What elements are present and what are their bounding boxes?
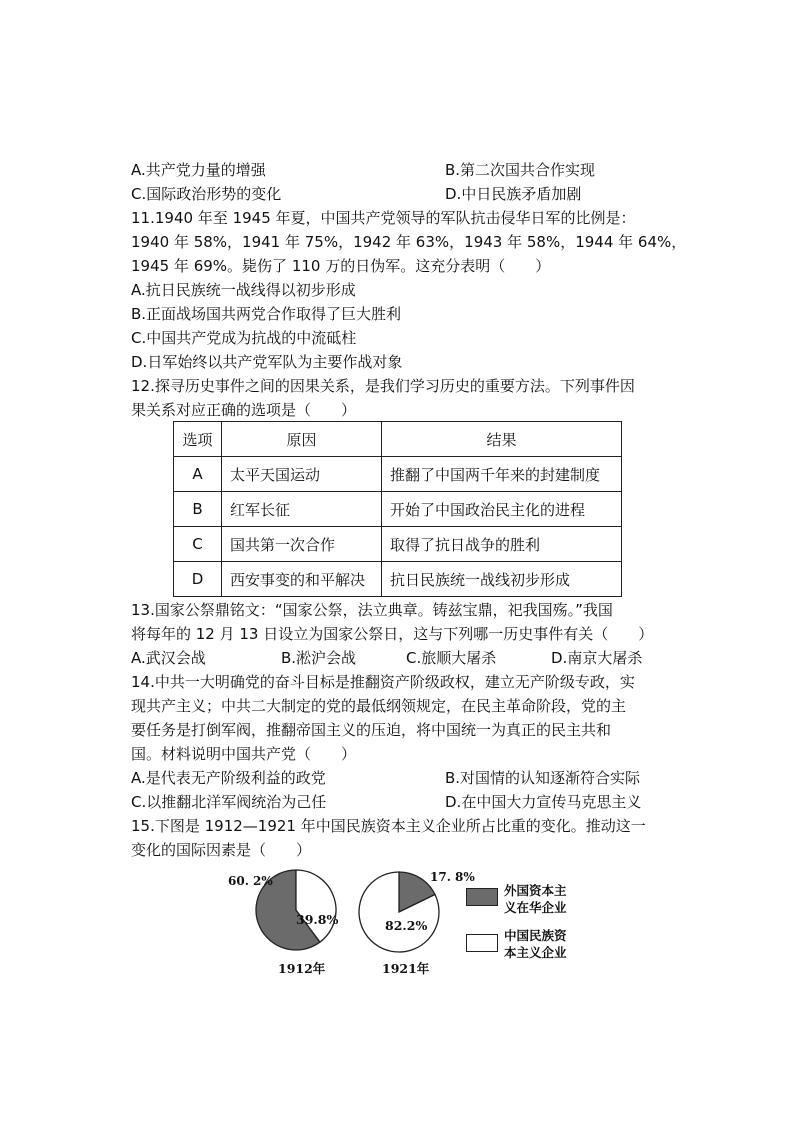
row-result: 推翻了中国两千年来的封建制度: [382, 457, 622, 492]
q15-stem-line: 变化的国际因素是（ ）: [131, 841, 312, 859]
table-row[interactable]: [174, 562, 622, 597]
q11-stem-line: 1940 年 58%，1941 年 75%，1942 年 63%，1943 年 58%，1944 年 64%，: [131, 233, 687, 251]
q13-options-row: [131, 646, 671, 670]
q14-stem-line: 要任务是打倒军阀，推翻帝国主义的压迫，将中国统一为真正的民主共和: [131, 721, 612, 739]
q13-option-c[interactable]: C.旅顺大屠杀: [406, 649, 497, 667]
q14-stem-line: 14.中共一大明确党的奋斗目标是推翻资产阶级政权，建立无产阶级专政，实: [131, 673, 635, 691]
row-option: D: [174, 562, 222, 597]
q14-stem-line: 国。材料说明中国共产党（ ）: [131, 745, 357, 763]
q12-stem-line: 果关系对应正确的选项是（ ）: [131, 401, 357, 419]
table-row[interactable]: [174, 527, 622, 562]
q13-option-b[interactable]: B.淞沪会战: [281, 649, 357, 667]
q14-option-c[interactable]: C.以推翻北洋军阀统治为己任: [131, 793, 327, 811]
pie-1921-foreign-label: 17. 8%: [430, 870, 475, 884]
row-result: 开始了中国政治民主化的进程: [382, 492, 622, 527]
q11-stem-line: 11.1940 年至 1945 年夏，中国共产党领导的军队抗击侵华日军的比例是：: [131, 209, 636, 227]
question-sheet-lower: [131, 598, 671, 862]
q13-stem-line: 将每年的 12 月 13 日设立为国家公祭日，这与下列哪一历史事件有关（ ）: [131, 625, 654, 643]
q10-options-row-2: [131, 182, 671, 206]
header-cause: 原因: [222, 422, 382, 457]
row-option: C: [174, 527, 222, 562]
q10-options-row-1: [131, 158, 671, 182]
legend-swatch-foreign: [466, 888, 498, 906]
row-option: B: [174, 492, 222, 527]
question-sheet: [131, 158, 687, 422]
q14-options-row-1: [131, 766, 671, 790]
q11-option-a[interactable]: A.抗日民族统一战线得以初步形成: [131, 281, 356, 299]
pie-1921-year-label: 1921年: [382, 961, 430, 976]
header-result: 结果: [382, 422, 622, 457]
q11-option-d[interactable]: D.日军始终以共产党军队为主要作战对象: [131, 353, 403, 371]
pie-1912-domestic-label: 39.8%: [296, 912, 339, 927]
header-option: 选项: [174, 422, 222, 457]
q14-options-row-2: [131, 790, 671, 814]
q14-option-a[interactable]: A.是代表无产阶级利益的政党: [131, 769, 326, 787]
q15-stem-line: 15.下图是 1912—1921 年中国民族资本主义企业所占比重的变化。推动这一: [131, 817, 646, 835]
pie-1921-domestic-label: 82.2%: [385, 918, 428, 933]
row-cause: 红军长征: [222, 492, 382, 527]
pie-1912-foreign-label: 60. 2%: [228, 874, 273, 888]
legend-swatch-domestic: [466, 934, 498, 952]
row-result: 抗日民族统一战线初步形成: [382, 562, 622, 597]
row-option: A: [174, 457, 222, 492]
table-row[interactable]: [174, 492, 622, 527]
q11-option-c[interactable]: C.中国共产党成为抗战的中流砥柱: [131, 329, 357, 347]
q13-option-a[interactable]: A.武汉会战: [131, 649, 206, 667]
q14-stem-line: 现共产主义；中共二大制定的党的最低纲领规定，在民主革命阶段，党的主: [131, 697, 627, 715]
row-cause: 国共第一次合作: [222, 527, 382, 562]
table-header-row: [174, 422, 622, 457]
table-row[interactable]: [174, 457, 622, 492]
q13-stem-line: 13.国家公祭鼎铭文：“国家公祭，法立典章。铸兹宝鼎，祀我国殇。”我国: [131, 601, 613, 619]
q14-option-d[interactable]: D.在中国大力宣传马克思主义: [445, 793, 642, 811]
q10-option-b[interactable]: B.第二次国共合作实现: [445, 161, 596, 179]
q13-option-d[interactable]: D.南京大屠杀: [551, 649, 643, 667]
q11-option-b[interactable]: B.正面战场国共两党合作取得了巨大胜利: [131, 305, 402, 323]
row-cause: 西安事变的和平解决: [222, 562, 382, 597]
legend-label-foreign: 外国资本主 义在华企业: [504, 883, 567, 915]
pie-1912-year-label: 1912年: [278, 961, 326, 976]
q12-stem-line: 12.探寻历史事件之间的因果关系，是我们学习历史的重要方法。下列事件因: [131, 377, 635, 395]
q12-cause-effect-table: [173, 421, 622, 597]
row-cause: 太平天国运动: [222, 457, 382, 492]
q15-pie-charts: [228, 864, 590, 984]
row-result: 取得了抗日战争的胜利: [382, 527, 622, 562]
q11-stem-line: 1945 年 69%。毙伤了 110 万的日伪军。这充分表明（ ）: [131, 257, 551, 275]
q10-option-a[interactable]: A.共产党力量的增强: [131, 161, 266, 179]
q10-option-c[interactable]: C.国际政治形势的变化: [131, 185, 282, 203]
q14-option-b[interactable]: B.对国情的认知逐渐符合实际: [445, 769, 641, 787]
q10-option-d[interactable]: D.中日民族矛盾加剧: [445, 185, 582, 203]
legend-label-domestic: 中国民族资 本主义企业: [504, 928, 567, 960]
